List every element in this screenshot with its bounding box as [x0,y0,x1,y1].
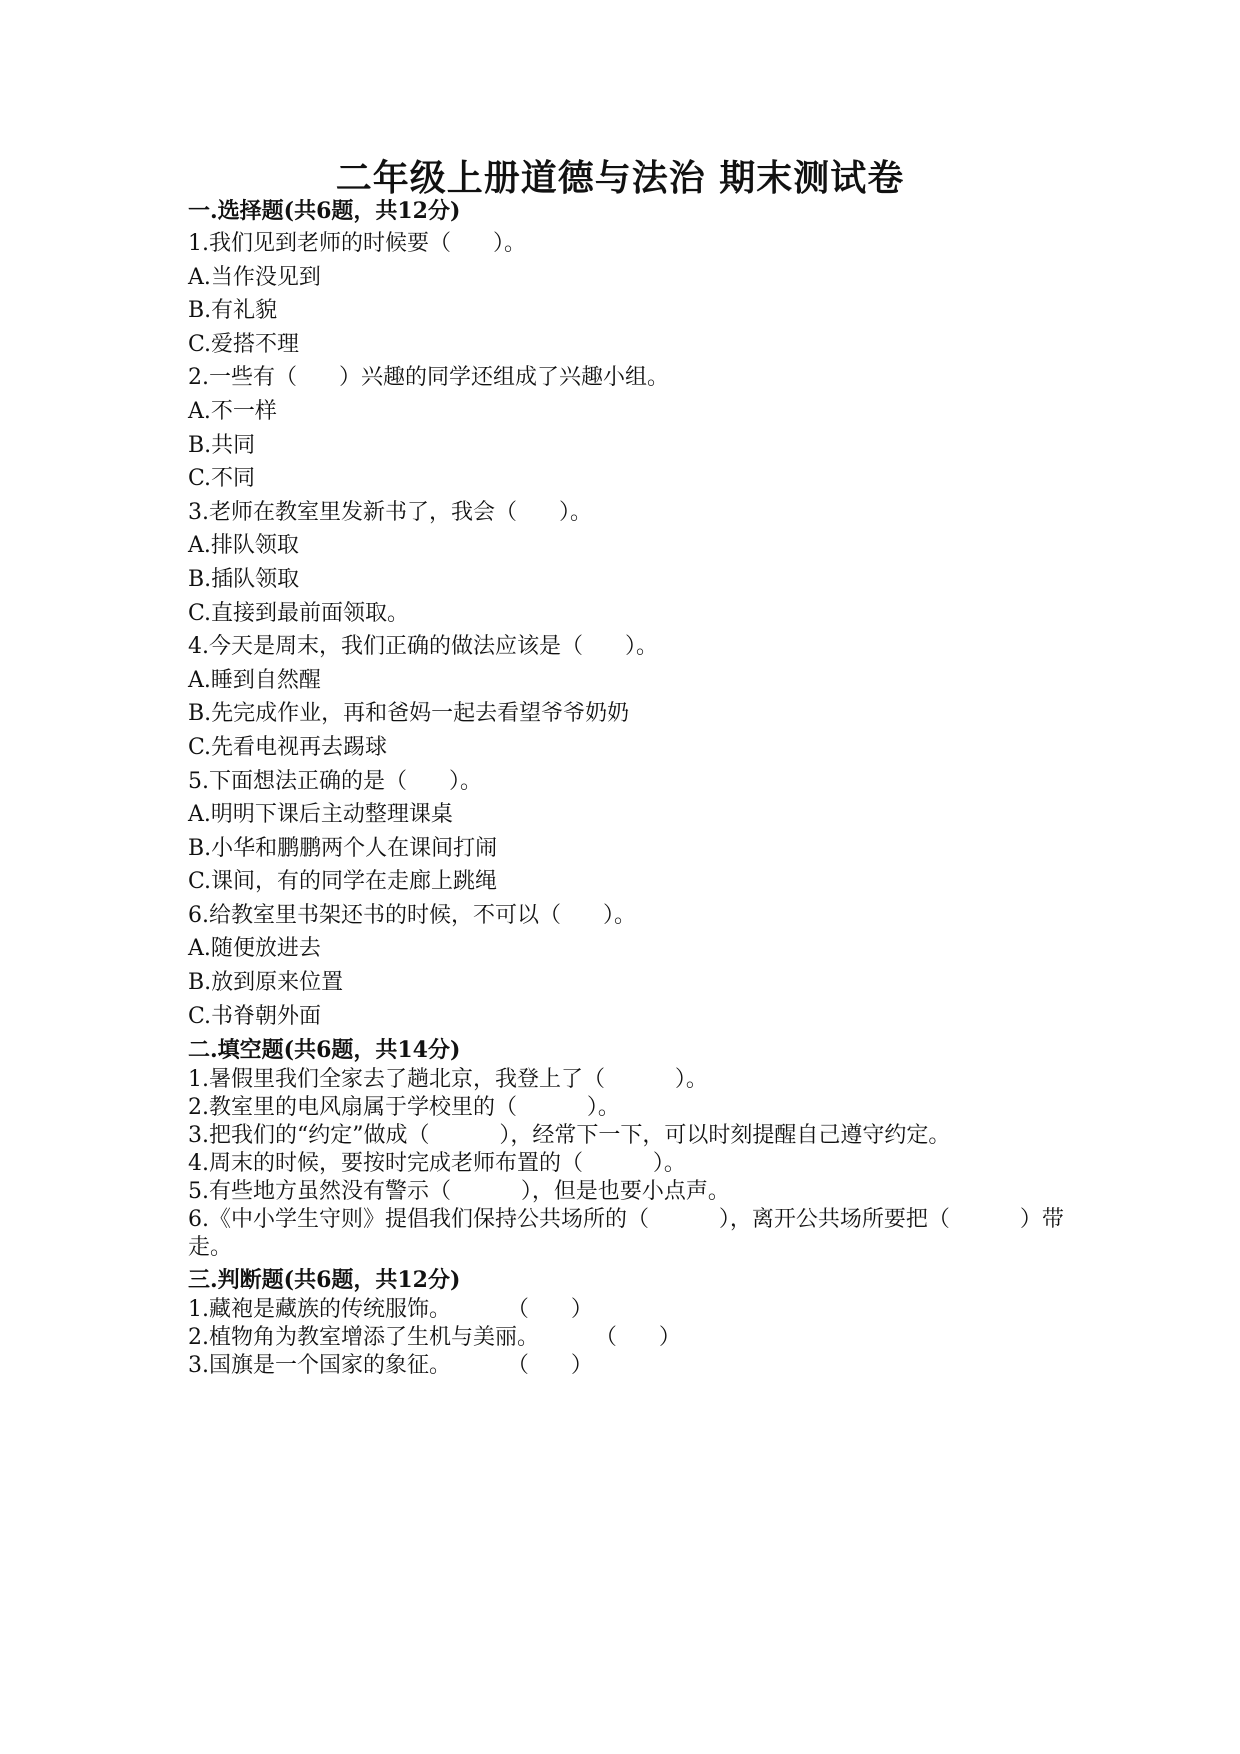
question-text: 2.一些有（ ）兴趣的同学还组成了兴趣小组。 [188,365,669,391]
section-heading-choice: 一.选择题(共6题，共12分) [188,198,461,224]
option-a: A.不一样 [188,398,277,424]
question-text: 3.老师在教室里发新书了，我会（ ）。 [188,499,592,525]
option-c: C.不同 [188,466,256,492]
question-text: 4.今天是周末，我们正确的做法应该是（ ）。 [188,634,658,660]
option-b: B.先完成作业，再和爸妈一起去看望爷爷奶奶 [188,701,630,727]
judge-question: 3.国旗是一个国家的象征。 （ ） [188,1353,593,1379]
choice-question [188,496,1068,630]
option-c: C.书脊朝外面 [188,1003,322,1029]
choice-question [188,361,1068,495]
option-c: C.爱搭不理 [188,331,300,357]
option-a: A.当作没见到 [188,264,321,290]
choice-question [188,765,1068,899]
fill-question: 5.有些地方虽然没有警示（ ），但是也要小点声。 [188,1179,730,1205]
judge-question: 2.植物角为教室增添了生机与美丽。 （ ） [188,1325,681,1351]
question-text: 6.给教室里书架还书的时候，不可以（ ）。 [188,902,636,928]
option-b: B.有礼貌 [188,298,278,324]
option-b: B.放到原来位置 [188,970,344,996]
option-a: A.排队领取 [188,533,299,559]
fill-question: 1.暑假里我们全家去了趟北京，我登上了（ ）。 [188,1067,708,1093]
section-heading-fill: 二.填空题(共6题，共14分) [188,1037,461,1064]
exam-content [188,196,1068,1380]
choice-question [188,899,1068,1033]
option-a: A.随便放进去 [188,936,321,962]
question-text: 1.我们见到老师的时候要（ ）。 [188,231,526,256]
exam-title: 二年级上册道德与法治 期末测试卷 [335,157,905,199]
fill-question: 6.《中小学生守则》提倡我们保持公共场所的（ ），离开公共场所要把（ ）带走。 [188,1207,1064,1261]
choice-question [188,630,1068,764]
option-c: C.先看电视再去踢球 [188,734,388,760]
option-c: C.直接到最前面领取。 [188,600,410,626]
option-b: B.插队领取 [188,566,300,592]
option-a: A.明明下课后主动整理课桌 [188,802,453,828]
question-text: 5.下面想法正确的是（ ）。 [188,768,482,794]
option-a: A.睡到自然醒 [188,667,321,693]
option-b: B.共同 [188,432,256,458]
choice-question [188,227,1068,361]
section-heading-judge: 三.判断题(共6题，共12分) [188,1267,461,1294]
judge-question: 1.藏袍是藏族的传统服饰。 （ ） [188,1297,593,1323]
fill-question: 3.把我们的“约定”做成（ ），经常下一下，可以时刻提醒自己遵守约定。 [188,1123,951,1149]
fill-question: 2.教室里的电风扇属于学校里的（ ）。 [188,1095,620,1121]
option-c: C.课间，有的同学在走廊上跳绳 [188,869,498,895]
option-b: B.小华和鹏鹏两个人在课间打闹 [188,835,498,861]
fill-question: 4.周末的时候，要按时完成老师布置的（ ）。 [188,1151,686,1177]
